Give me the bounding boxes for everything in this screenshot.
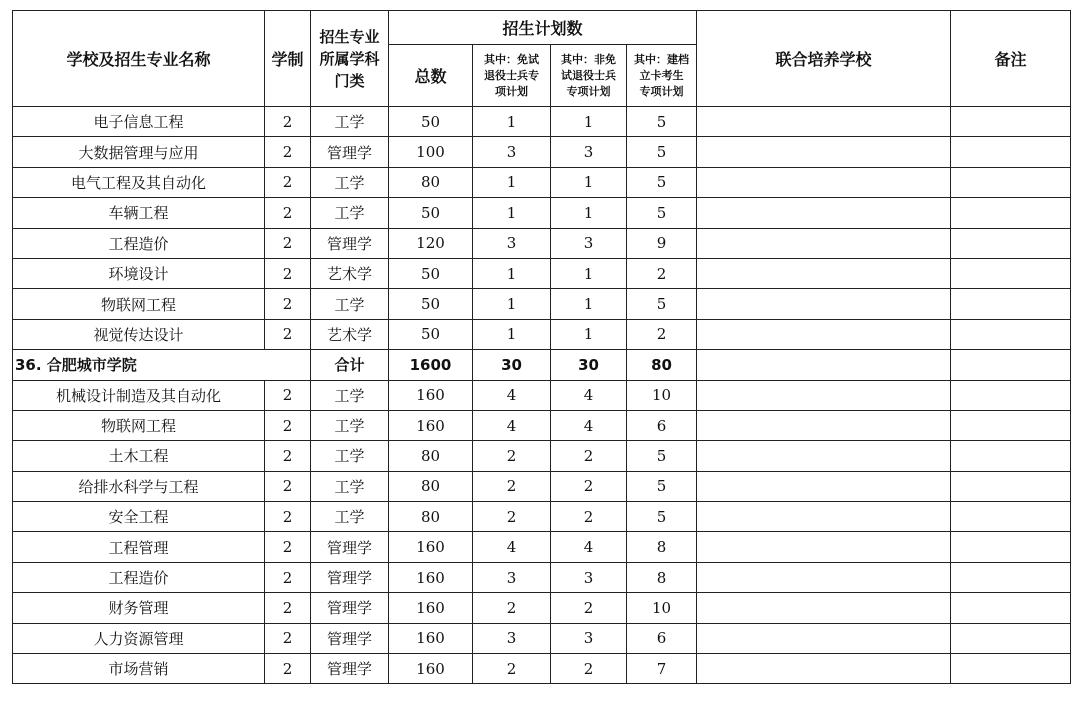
poverty-cell: 5 <box>627 289 697 319</box>
poverty-cell: 5 <box>627 502 697 532</box>
duration-cell: 2 <box>265 228 311 258</box>
duration-cell: 2 <box>265 623 311 653</box>
table-header <box>13 11 1071 107</box>
remark-cell <box>951 167 1071 197</box>
exempt-cell: 3 <box>473 562 551 592</box>
remark-cell <box>951 654 1071 684</box>
total-cell: 80 <box>389 167 473 197</box>
exempt-cell: 2 <box>473 441 551 471</box>
table-row <box>13 198 1071 228</box>
exempt-cell: 2 <box>473 593 551 623</box>
joint-school-cell <box>697 167 951 197</box>
remark-cell <box>951 350 1071 380</box>
header-plan-group: 招生计划数 <box>389 11 697 45</box>
category-cell: 管理学 <box>311 532 389 562</box>
header-exempt-line3: 项计划 <box>495 84 528 98</box>
nonexempt-cell: 2 <box>551 654 627 684</box>
exempt-cell: 2 <box>473 471 551 501</box>
school-total-cell: 1600 <box>389 350 473 380</box>
major-name: 工程造价 <box>13 562 265 592</box>
remark-cell <box>951 532 1071 562</box>
header-school-major: 学校及招生专业名称 <box>13 11 265 107</box>
duration-cell: 2 <box>265 441 311 471</box>
joint-school-cell <box>697 502 951 532</box>
category-cell: 管理学 <box>311 228 389 258</box>
total-cell: 160 <box>389 532 473 562</box>
nonexempt-cell: 2 <box>551 441 627 471</box>
header-nonexempt-line1: 其中：非免 <box>561 52 616 66</box>
poverty-cell: 8 <box>627 532 697 562</box>
major-name: 电子信息工程 <box>13 107 265 137</box>
major-name: 市场营销 <box>13 654 265 684</box>
major-name: 土木工程 <box>13 441 265 471</box>
exempt-cell: 3 <box>473 137 551 167</box>
joint-school-cell <box>697 441 951 471</box>
remark-cell <box>951 441 1071 471</box>
major-name: 安全工程 <box>13 502 265 532</box>
nonexempt-cell: 2 <box>551 593 627 623</box>
major-name: 视觉传达设计 <box>13 319 265 349</box>
poverty-cell: 5 <box>627 441 697 471</box>
remark-cell <box>951 137 1071 167</box>
category-cell: 工学 <box>311 410 389 440</box>
exempt-cell: 1 <box>473 289 551 319</box>
table-row <box>13 258 1071 288</box>
joint-school-cell <box>697 380 951 410</box>
remark-cell <box>951 410 1071 440</box>
major-name: 给排水科学与工程 <box>13 471 265 501</box>
school-total-row <box>13 350 1071 380</box>
nonexempt-cell: 3 <box>551 228 627 258</box>
category-cell: 工学 <box>311 471 389 501</box>
nonexempt-cell: 1 <box>551 167 627 197</box>
table-row <box>13 441 1071 471</box>
table-row <box>13 562 1071 592</box>
exempt-cell: 3 <box>473 228 551 258</box>
table-row <box>13 228 1071 258</box>
major-name: 电气工程及其自动化 <box>13 167 265 197</box>
remark-cell <box>951 380 1071 410</box>
joint-school-cell <box>697 350 951 380</box>
total-cell: 80 <box>389 502 473 532</box>
poverty-cell: 9 <box>627 228 697 258</box>
category-cell: 工学 <box>311 198 389 228</box>
table-row <box>13 167 1071 197</box>
duration-cell: 2 <box>265 562 311 592</box>
exempt-cell: 4 <box>473 410 551 440</box>
table-body <box>13 107 1071 684</box>
major-name: 物联网工程 <box>13 289 265 319</box>
remark-cell <box>951 623 1071 653</box>
duration-cell: 2 <box>265 137 311 167</box>
exempt-cell: 1 <box>473 258 551 288</box>
joint-school-cell <box>697 562 951 592</box>
school-nonexempt-cell: 30 <box>551 350 627 380</box>
joint-school-cell <box>697 107 951 137</box>
remark-cell <box>951 502 1071 532</box>
joint-school-cell <box>697 228 951 258</box>
major-name: 大数据管理与应用 <box>13 137 265 167</box>
category-cell: 管理学 <box>311 562 389 592</box>
table-row <box>13 107 1071 137</box>
major-name: 车辆工程 <box>13 198 265 228</box>
duration-cell: 2 <box>265 319 311 349</box>
nonexempt-cell: 4 <box>551 380 627 410</box>
joint-school-cell <box>697 289 951 319</box>
nonexempt-cell: 4 <box>551 532 627 562</box>
category-cell: 管理学 <box>311 623 389 653</box>
poverty-cell: 5 <box>627 137 697 167</box>
header-poverty-line1: 其中：建档 <box>634 52 689 66</box>
total-cell: 50 <box>389 289 473 319</box>
header-nonexempt-line3: 专项计划 <box>566 84 611 98</box>
header-category-line2: 所属学科 <box>319 49 380 68</box>
enrollment-plan-table <box>12 10 1071 684</box>
exempt-cell: 2 <box>473 654 551 684</box>
table-row <box>13 532 1071 562</box>
joint-school-cell <box>697 410 951 440</box>
total-cell: 120 <box>389 228 473 258</box>
category-cell: 艺术学 <box>311 258 389 288</box>
table-row <box>13 502 1071 532</box>
total-cell: 50 <box>389 107 473 137</box>
school-poverty-cell: 80 <box>627 350 697 380</box>
exempt-cell: 1 <box>473 198 551 228</box>
total-label: 合计 <box>311 350 389 380</box>
nonexempt-cell: 4 <box>551 410 627 440</box>
poverty-cell: 6 <box>627 623 697 653</box>
header-exempt-soldier <box>473 45 551 107</box>
exempt-cell: 3 <box>473 623 551 653</box>
category-cell: 工学 <box>311 502 389 532</box>
duration-cell: 2 <box>265 532 311 562</box>
duration-cell: 2 <box>265 198 311 228</box>
remark-cell <box>951 471 1071 501</box>
total-cell: 160 <box>389 593 473 623</box>
remark-cell <box>951 107 1071 137</box>
joint-school-cell <box>697 532 951 562</box>
poverty-cell: 2 <box>627 319 697 349</box>
poverty-cell: 5 <box>627 107 697 137</box>
exempt-cell: 4 <box>473 532 551 562</box>
header-poverty-line3: 专项计划 <box>639 84 684 98</box>
nonexempt-cell: 1 <box>551 289 627 319</box>
duration-cell: 2 <box>265 258 311 288</box>
joint-school-cell <box>697 623 951 653</box>
poverty-cell: 7 <box>627 654 697 684</box>
category-cell: 管理学 <box>311 593 389 623</box>
total-cell: 100 <box>389 137 473 167</box>
nonexempt-cell: 1 <box>551 107 627 137</box>
duration-cell: 2 <box>265 654 311 684</box>
joint-school-cell <box>697 198 951 228</box>
table-row <box>13 654 1071 684</box>
category-cell: 工学 <box>311 380 389 410</box>
major-name: 财务管理 <box>13 593 265 623</box>
table-row <box>13 593 1071 623</box>
nonexempt-cell: 1 <box>551 319 627 349</box>
nonexempt-cell: 1 <box>551 258 627 288</box>
duration-cell: 2 <box>265 471 311 501</box>
nonexempt-cell: 1 <box>551 198 627 228</box>
nonexempt-cell: 2 <box>551 502 627 532</box>
major-name: 机械设计制造及其自动化 <box>13 380 265 410</box>
table-row <box>13 410 1071 440</box>
duration-cell: 2 <box>265 289 311 319</box>
joint-school-cell <box>697 654 951 684</box>
major-name: 工程造价 <box>13 228 265 258</box>
remark-cell <box>951 258 1071 288</box>
joint-school-cell <box>697 319 951 349</box>
table-row <box>13 137 1071 167</box>
remark-cell <box>951 198 1071 228</box>
major-name: 工程管理 <box>13 532 265 562</box>
header-category-line3: 门类 <box>334 71 365 90</box>
nonexempt-cell: 3 <box>551 137 627 167</box>
total-cell: 80 <box>389 471 473 501</box>
major-name: 物联网工程 <box>13 410 265 440</box>
duration-cell: 2 <box>265 502 311 532</box>
poverty-cell: 6 <box>627 410 697 440</box>
category-cell: 工学 <box>311 289 389 319</box>
exempt-cell: 1 <box>473 319 551 349</box>
total-cell: 160 <box>389 623 473 653</box>
major-name: 人力资源管理 <box>13 623 265 653</box>
header-poverty-line2: 立卡考生 <box>639 68 684 82</box>
remark-cell <box>951 562 1071 592</box>
joint-school-cell <box>697 137 951 167</box>
joint-school-cell <box>697 471 951 501</box>
poverty-cell: 10 <box>627 593 697 623</box>
joint-school-cell <box>697 258 951 288</box>
header-poverty <box>627 45 697 107</box>
header-remark: 备注 <box>951 11 1071 107</box>
table-row <box>13 380 1071 410</box>
poverty-cell: 5 <box>627 198 697 228</box>
poverty-cell: 5 <box>627 471 697 501</box>
category-cell: 工学 <box>311 167 389 197</box>
table-row <box>13 319 1071 349</box>
header-total: 总数 <box>389 45 473 107</box>
remark-cell <box>951 228 1071 258</box>
poverty-cell: 2 <box>627 258 697 288</box>
exempt-cell: 2 <box>473 502 551 532</box>
duration-cell: 2 <box>265 410 311 440</box>
nonexempt-cell: 3 <box>551 562 627 592</box>
duration-cell: 2 <box>265 380 311 410</box>
duration-cell: 2 <box>265 107 311 137</box>
category-cell: 工学 <box>311 107 389 137</box>
remark-cell <box>951 593 1071 623</box>
table-row <box>13 289 1071 319</box>
remark-cell <box>951 319 1071 349</box>
exempt-cell: 1 <box>473 167 551 197</box>
category-cell: 工学 <box>311 441 389 471</box>
total-cell: 160 <box>389 654 473 684</box>
header-nonexempt-soldier <box>551 45 627 107</box>
joint-school-cell <box>697 593 951 623</box>
poverty-cell: 5 <box>627 167 697 197</box>
nonexempt-cell: 2 <box>551 471 627 501</box>
total-cell: 80 <box>389 441 473 471</box>
category-cell: 艺术学 <box>311 319 389 349</box>
total-cell: 50 <box>389 258 473 288</box>
category-cell: 管理学 <box>311 137 389 167</box>
total-cell: 160 <box>389 562 473 592</box>
header-duration: 学制 <box>265 11 311 107</box>
header-nonexempt-line2: 试退役士兵 <box>561 68 616 82</box>
total-cell: 160 <box>389 380 473 410</box>
duration-cell: 2 <box>265 167 311 197</box>
poverty-cell: 10 <box>627 380 697 410</box>
table-row <box>13 623 1071 653</box>
category-cell: 管理学 <box>311 654 389 684</box>
school-exempt-cell: 30 <box>473 350 551 380</box>
header-joint-school: 联合培养学校 <box>697 11 951 107</box>
duration-cell: 2 <box>265 593 311 623</box>
header-category <box>311 11 389 107</box>
header-exempt-line1: 其中：免试 <box>484 52 539 66</box>
school-name: 36. 合肥城市学院 <box>13 350 311 380</box>
nonexempt-cell: 3 <box>551 623 627 653</box>
exempt-cell: 4 <box>473 380 551 410</box>
total-cell: 50 <box>389 198 473 228</box>
remark-cell <box>951 289 1071 319</box>
header-exempt-line2: 退役士兵专 <box>484 68 539 82</box>
total-cell: 160 <box>389 410 473 440</box>
total-cell: 50 <box>389 319 473 349</box>
table-row <box>13 471 1071 501</box>
header-category-line1: 招生专业 <box>319 27 380 46</box>
major-name: 环境设计 <box>13 258 265 288</box>
poverty-cell: 8 <box>627 562 697 592</box>
exempt-cell: 1 <box>473 107 551 137</box>
